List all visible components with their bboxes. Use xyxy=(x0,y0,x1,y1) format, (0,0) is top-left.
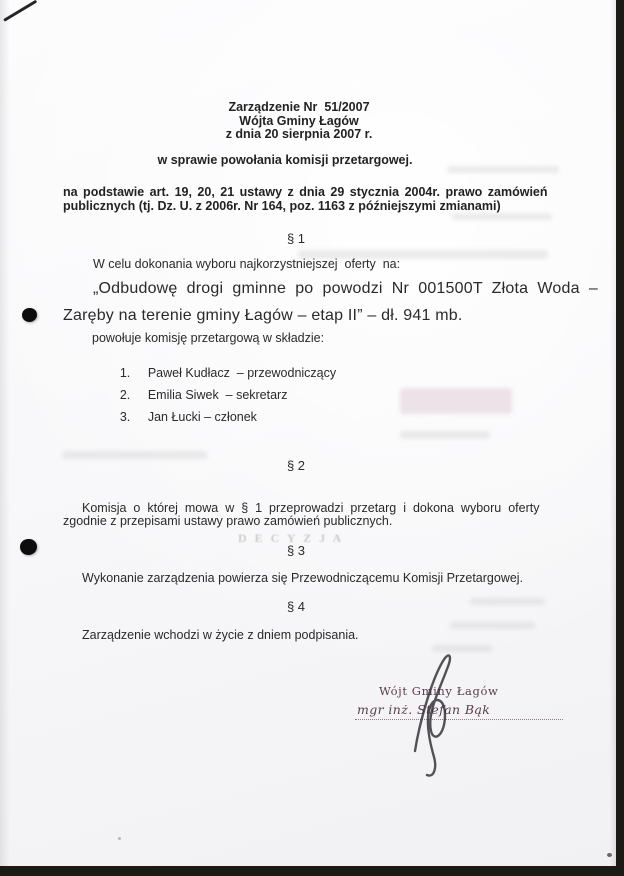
project-name-line-2: Zaręby na terenie gminy Łagów – etap II” – dł. 941 mb. xyxy=(63,307,463,324)
hole-punch-top xyxy=(22,308,37,322)
bleedthrough-reverse-heading: D E C Y Z J A xyxy=(238,531,344,545)
bleedthrough-smudge xyxy=(62,451,207,459)
bleedthrough-smudge xyxy=(400,388,512,414)
section-1-heading: § 1 xyxy=(286,231,306,246)
member-row xyxy=(99,396,257,438)
section-3-heading: § 3 xyxy=(286,543,306,558)
member-number: 2. xyxy=(119,388,131,402)
bleedthrough-smudge xyxy=(400,431,490,439)
legal-basis-line-2: publicznych (tj. Dz. U. z 2006r. Nr 164, poz. 1163 z późniejszymi zmianami) xyxy=(63,199,501,213)
section-2-text-line-2: zgodnie z przepisami ustawy prawo zamówień publicznych. xyxy=(63,514,393,528)
project-name-line-1: „Odbudowę drogi gminne po powodzi Nr 001500T Złota Woda – xyxy=(93,280,598,297)
section-3-text: Wykonanie zarządzenia powierza się Przewodniczącemu Komisji Przetargowej. xyxy=(82,571,524,585)
stamp-title: Wójt Gminy Łagów xyxy=(379,684,499,698)
section-2-text-line-1: Komisja o której mowa w § 1 przeprowadzi przetarg i dokona wyboru oferty xyxy=(82,501,540,515)
section-4-heading: § 4 xyxy=(286,599,306,614)
stamp-name: mgr inż. Stefan Bąk xyxy=(357,702,491,717)
bleedthrough-smudge xyxy=(452,213,552,220)
member-label: Jan Łucki – członek xyxy=(147,410,257,424)
subject-line: w sprawie powołania komisji przetargowej. xyxy=(157,153,413,167)
scan-speck xyxy=(607,853,612,857)
section-1-intro: W celu dokonania wyboru najkorzystniejszej oferty na: xyxy=(93,257,401,271)
bleedthrough-smudge xyxy=(450,622,535,629)
member-number: 1. xyxy=(119,366,131,380)
section-4-text: Zarządzenie wchodzi w życie z dniem podpisania. xyxy=(82,628,359,642)
handwritten-signature xyxy=(403,647,465,787)
committee-intro: powołuje komisję przetargową w składzie: xyxy=(92,331,325,345)
title-line-1: Zarządzenie Nr 51/2007 xyxy=(228,100,370,114)
member-number: 3. xyxy=(119,410,131,424)
title-line-2: Wójta Gminy Łagów xyxy=(239,113,359,128)
scan-speck xyxy=(118,837,121,840)
member-label: Paweł Kudłacz – przewodniczący xyxy=(147,366,337,380)
title-line-3: z dnia 20 sierpnia 2007 r. xyxy=(225,127,373,141)
pen-mark-artifact xyxy=(3,0,37,22)
member-label: Emilia Siwek – sekretarz xyxy=(147,388,288,402)
legal-basis-line-1: na podstawie art. 19, 20, 21 ustawy z dnia 29 stycznia 2004r. prawo zamówień xyxy=(63,185,548,199)
section-2-heading: § 2 xyxy=(286,458,306,473)
